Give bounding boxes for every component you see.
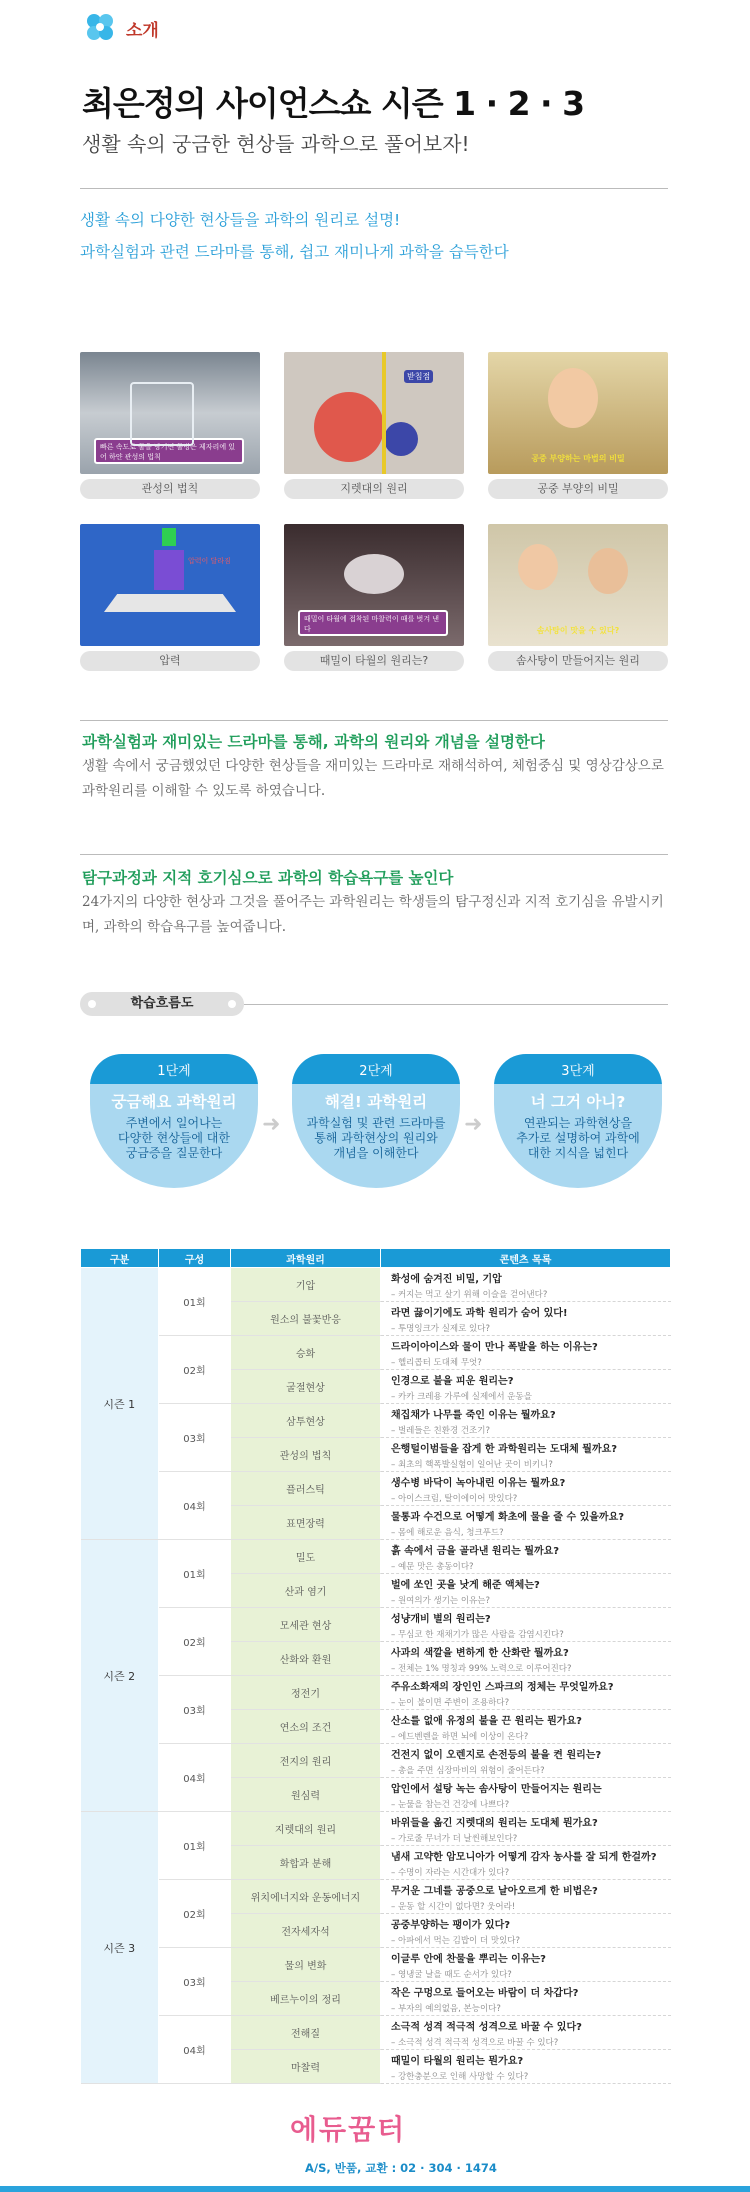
principle-cell: 삼투현상 (231, 1404, 381, 1438)
principle-cell: 마찰력 (231, 2050, 381, 2084)
page-title: 최은정의 사이언스쇼 시즌 1 · 2 · 3 (82, 84, 585, 123)
content-subtopic: – 영냉굴 날을 때도 순서가 있다? (391, 1969, 512, 1980)
content-subtopic: – 에드벤렌을 하면 뇌에 이상이 온다? (391, 1731, 529, 1742)
content-question: 라면 끓이기에도 과학 원리가 숨어 있다! (391, 1307, 568, 1319)
stage-desc-line: 개념을 이해한다 (333, 1146, 419, 1160)
principle-cell: 지렛대의 원리 (231, 1812, 381, 1846)
blue-circle (384, 422, 418, 456)
content-cell (381, 1778, 671, 1812)
content-subtopic: – 아이스크림, 탈이에이어 맛있다? (391, 1493, 518, 1504)
curriculum-table (80, 1248, 671, 2084)
content-question: 냄새 고약한 암모니아가 어떻게 감자 농사를 잘 되게 한걸까? (391, 1851, 657, 1863)
content-cell (381, 1744, 671, 1778)
thumbnail-card (80, 352, 260, 499)
stage-title: 해결! 과학원리 (324, 1093, 428, 1111)
content-subtopic: – 부자의 예의없음, 본능이다? (391, 2003, 501, 2014)
principle-cell: 전해질 (231, 2016, 381, 2050)
clover-icon (80, 8, 120, 48)
thumbnail-overlay-text: 공중 부양하는 마법의 비밀 (531, 454, 625, 463)
column-header: 구분 (81, 1249, 159, 1268)
thumbnail-card (488, 352, 668, 499)
divider (80, 854, 668, 855)
content-question: 은행털이범들을 잡게 한 과학원리는 도대체 뭘까요? (391, 1443, 618, 1455)
season-cell: 시즌 1 (81, 1268, 159, 1540)
principle-cell: 표면장력 (231, 1506, 381, 1540)
episode-cell: 04회 (159, 1744, 231, 1812)
stage-desc (90, 1116, 258, 1161)
content-subtopic: – 가로줄 무너가 더 날씬해보인다? (391, 1833, 518, 1844)
footer-logo-text: 에듀꿈터 (290, 2113, 407, 2146)
thumbnail-caption: 솜사탕이 만들어지는 원리 (488, 651, 668, 671)
content-subtopic: – 투명잉크가 실제로 있다? (391, 1323, 490, 1334)
principle-cell: 베르누이의 정리 (231, 1982, 381, 2016)
principle-cell: 승화 (231, 1336, 381, 1370)
content-cell (381, 1982, 671, 2016)
content-question: 흙 속에서 금을 골라낸 원리는 뭘까요? (391, 1545, 560, 1557)
stage-step: 1단계 (90, 1054, 258, 1086)
thumbnail-caption: 때밀이 타월의 원리는? (284, 651, 464, 671)
principle-cell: 기압 (231, 1268, 381, 1302)
stage-desc-line: 과학실험 및 관련 드라마를 (306, 1116, 446, 1130)
divider (80, 720, 668, 721)
principle-cell: 전자세자석 (231, 1914, 381, 1948)
content-cell (381, 1880, 671, 1914)
principle-cell: 물의 변화 (231, 1948, 381, 1982)
content-cell (381, 1268, 671, 1302)
principle-cell: 산화와 환원 (231, 1642, 381, 1676)
table-row (81, 1744, 671, 1778)
thumbnail-overlay-text: 받침점 (404, 370, 433, 383)
table-row (81, 1268, 671, 1302)
stage-desc-line: 주변에서 일어나는 (125, 1116, 223, 1130)
episode-cell: 01회 (159, 1268, 231, 1336)
thumbnail-card (284, 524, 464, 671)
content-cell (381, 1948, 671, 1982)
person-face (588, 548, 628, 594)
red-circle (314, 392, 384, 462)
table-row (81, 2016, 671, 2050)
section-body: 생활 속에서 궁금했었던 다양한 현상들을 재미있는 드라마로 재해석하여, 체험중심 및 영상감상으로 과학원리를 이해할 수 있도록 하였습니다. (82, 758, 664, 799)
page-subtitle: 생활 속의 궁금한 현상들 과학으로 풀어보자! (82, 132, 470, 156)
content-question: 화성에 숨겨진 비밀, 기압 (391, 1273, 502, 1285)
column-header: 구성 (159, 1249, 231, 1268)
episode-cell: 04회 (159, 1472, 231, 1540)
stage-body (494, 1084, 662, 1188)
content-question: 벌에 쏘인 곳을 낫게 해준 액체는? (391, 1579, 540, 1591)
content-subtopic: – 최초의 핵폭발실험이 일어난 곳이 비키니? (391, 1459, 553, 1470)
content-question: 이글루 안에 찬물을 뿌리는 이유는? (391, 1953, 546, 1965)
thumbnail-image (488, 524, 668, 646)
content-cell (381, 1404, 671, 1438)
content-subtopic: – 무심코 한 재채기가 많은 사람을 감염시킨다? (391, 1629, 564, 1640)
principle-cell: 원심력 (231, 1778, 381, 1812)
content-subtopic: – 총을 주면 심장마비의 위험이 줄어든다? (391, 1765, 545, 1776)
footer-bar (0, 2186, 750, 2192)
content-question: 생수병 바닥이 녹아내린 이유는 뭘까요? (391, 1477, 566, 1489)
content-subtopic: – 몸에 해로운 음식, 청크푸드? (391, 1527, 504, 1538)
content-subtopic: – 눈물을 참는건 건강에 나쁘다? (391, 1799, 510, 1810)
stage-step: 3단계 (494, 1054, 662, 1086)
footer-contact: A/S, 반품, 교환 : 02 · 304 · 1474 (305, 2161, 497, 2175)
content-question: 물통과 수건으로 어떻게 화초에 물을 줄 수 있을까요? (391, 1511, 625, 1523)
content-cell (381, 2016, 671, 2050)
table-row (81, 1880, 671, 1914)
content-subtopic: – 전체는 1% 명칭과 99% 노력으로 이루어진다? (391, 1663, 572, 1674)
episode-cell: 01회 (159, 1812, 231, 1880)
episode-cell: 04회 (159, 2016, 231, 2084)
content-question: 주유소화재의 장인인 스파크의 정체는 무엇일까요? (391, 1681, 614, 1693)
table-row (81, 1472, 671, 1506)
stage-body (292, 1084, 460, 1188)
content-cell (381, 1642, 671, 1676)
footer-logo (290, 2108, 406, 2148)
content-cell (381, 1336, 671, 1370)
principle-cell: 연소의 조건 (231, 1710, 381, 1744)
content-question: 바위들을 옮긴 지렛대의 원리는 도대체 뭔가요? (391, 1817, 598, 1829)
principle-cell: 전지의 원리 (231, 1744, 381, 1778)
lever-bar (382, 352, 386, 474)
stage-step: 2단계 (292, 1054, 460, 1086)
thumbnail-caption: 압력 (80, 651, 260, 671)
episode-cell: 03회 (159, 1948, 231, 2016)
thumbnail-overlay-text: 압력이 달라짐 (188, 557, 231, 565)
thumbnail-overlay-text: 빠른 속도로 물을 당기면 물병은 제자리에 있어 하얀 관성의 법칙 (94, 438, 244, 464)
highlight-item: 과학실험과 관련 드라마를 통해, 쉽고 재미나게 과학을 습득한다 (80, 243, 509, 261)
content-subtopic: – 헬리콥터 도대체 무엇? (391, 1357, 482, 1368)
content-question: 산소를 없애 유정의 불을 끈 원리는 뭔가요? (391, 1715, 582, 1727)
content-subtopic: – 카카 크레용 가루에 실제에서 운동을 (391, 1391, 532, 1402)
thumbnail-card (488, 524, 668, 671)
content-question: 공중부양하는 팽이가 있다? (391, 1919, 511, 1931)
stage-desc-line: 연관되는 과학현상을 (523, 1116, 633, 1130)
content-subtopic: – 벌레들은 친환경 건조기? (391, 1425, 490, 1436)
column-header: 콘텐츠 목록 (381, 1249, 671, 1268)
thumbnail-card (284, 352, 464, 499)
beaker-shape (130, 382, 194, 446)
principle-cell: 산과 염기 (231, 1574, 381, 1608)
person-face (548, 368, 598, 428)
flow-label: 학습흐름도 (130, 996, 194, 1011)
content-question: 사과의 색깔을 변하게 한 산화란 뭘까요? (391, 1647, 569, 1659)
highlight-item: 생활 속의 다양한 현상들을 과학의 원리로 설명! (80, 211, 401, 229)
table-row (81, 1812, 671, 1846)
flow-label-pill (80, 992, 244, 1016)
thumbnail-caption: 관성의 법칙 (80, 479, 260, 499)
content-subtopic: – 소극적 성격 적극적 성격으로 바꿀 수 있다? (391, 2037, 559, 2048)
content-question: 건전지 없이 오렌지로 손전등의 불을 켠 원리는? (391, 1749, 602, 1761)
content-cell (381, 1608, 671, 1642)
stage-desc (292, 1116, 460, 1161)
thumbnail-image (284, 524, 464, 646)
principle-cell: 관성의 법칙 (231, 1438, 381, 1472)
content-cell (381, 1472, 671, 1506)
thumbnail-overlay-text: 때밀이 타월에 접착된 마찰력이 때를 벗겨 낸다 (298, 610, 448, 636)
content-question: 성냥개비 별의 원리는? (391, 1613, 491, 1625)
thumbnail-caption: 공중 부양의 비밀 (488, 479, 668, 499)
stage-desc-line: 통해 과학현상의 원리와 (314, 1131, 438, 1145)
stage-desc-line: 추가로 설명하여 과학에 (516, 1131, 640, 1145)
content-question: 인경으로 불을 피운 원리는? (391, 1375, 514, 1387)
content-question: 압인에서 설탕 녹는 솜사탕이 만들어지는 원리는 (391, 1783, 602, 1795)
platform-shape (104, 594, 236, 612)
table-row (81, 1404, 671, 1438)
content-question: 소극적 성격 적극적 성격으로 바꿀 수 있다? (391, 2021, 582, 2033)
episode-cell: 02회 (159, 1880, 231, 1948)
highlight-list (80, 204, 509, 268)
content-cell (381, 1846, 671, 1880)
content-cell (381, 1914, 671, 1948)
episode-cell: 01회 (159, 1540, 231, 1608)
content-cell (381, 1370, 671, 1404)
table-row (81, 1608, 671, 1642)
table-row (81, 1336, 671, 1370)
episode-cell: 02회 (159, 1608, 231, 1676)
principle-cell: 플러스틱 (231, 1472, 381, 1506)
content-subtopic: – 수명이 자라는 시간대가 있다? (391, 1867, 510, 1878)
table-row (81, 1676, 671, 1710)
section-heading: 탐구과정과 지적 호기심으로 과학의 학습욕구를 높인다 (82, 869, 454, 887)
hands-shape (344, 554, 404, 594)
thumbnail-image (488, 352, 668, 474)
arrow-shape (162, 528, 176, 546)
content-question: 채집채가 나무를 죽인 이유는 뭘까요? (391, 1409, 556, 1421)
content-question: 드라이아이스와 물이 만나 폭발을 하는 이유는? (391, 1341, 598, 1353)
flow-stage (292, 1054, 460, 1188)
stage-title: 너 그거 아니? (530, 1093, 626, 1111)
stage-desc-line: 다양한 현상들에 대한 (118, 1131, 230, 1145)
content-cell (381, 1302, 671, 1336)
content-cell (381, 2050, 671, 2084)
block-shape (154, 550, 184, 590)
stage-desc (494, 1116, 662, 1161)
content-subtopic: – 커지는 먹고 살기 위해 이슬을 걷어낸다? (391, 1289, 548, 1300)
content-question: 작은 구멍으로 들어오는 바람이 더 차갑다? (391, 1987, 579, 1999)
thumbnail-image (80, 352, 260, 474)
content-cell (381, 1710, 671, 1744)
content-subtopic: – 예문 맛은 총동이다? (391, 1561, 474, 1572)
principle-cell: 위치에너지와 운동에너지 (231, 1880, 381, 1914)
table-row (81, 1540, 671, 1574)
content-subtopic: – 아파에서 먹는 김밥이 더 맛있다? (391, 1935, 521, 1946)
content-cell (381, 1574, 671, 1608)
content-question: 무거운 그네를 공중으로 날아오르게 한 비법은? (391, 1885, 598, 1897)
divider (80, 188, 668, 189)
column-header: 과학원리 (231, 1249, 381, 1268)
arrow-right-icon: ➜ (464, 1112, 483, 1137)
principle-cell: 모세관 현상 (231, 1608, 381, 1642)
section-header (80, 8, 159, 48)
principle-cell: 정전기 (231, 1676, 381, 1710)
stage-body (90, 1084, 258, 1188)
episode-cell: 02회 (159, 1336, 231, 1404)
episode-cell: 03회 (159, 1676, 231, 1744)
content-cell (381, 1676, 671, 1710)
content-subtopic: – 눈이 불이면 주변이 조용하다? (391, 1697, 510, 1708)
section-body: 24가지의 다양한 현상과 그것을 풀어주는 과학원리는 학생들의 탐구정신과 지적 호기심을 유발시키며, 과학의 학습욕구를 높여줍니다. (82, 894, 664, 935)
thumbnail-image (284, 352, 464, 474)
principle-cell: 화합과 분해 (231, 1846, 381, 1880)
content-cell (381, 1812, 671, 1846)
content-subtopic: – 원여의가 생기는 이유는? (391, 1595, 490, 1606)
table-header-row (81, 1249, 671, 1268)
stage-title: 궁금해요 과학원리 (111, 1093, 237, 1111)
principle-cell: 굴절현상 (231, 1370, 381, 1404)
thumbnail-card (80, 524, 260, 671)
flow-stage (494, 1054, 662, 1188)
table-row (81, 1948, 671, 1982)
content-cell (381, 1438, 671, 1472)
flow-stage (90, 1054, 258, 1188)
principle-cell: 원소의 불꽃반응 (231, 1302, 381, 1336)
thumbnail-image (80, 524, 260, 646)
divider (244, 1004, 668, 1005)
table-body (81, 1268, 671, 2084)
intro-tag: 소개 (126, 20, 159, 41)
content-cell (381, 1540, 671, 1574)
section-heading: 과학실험과 재미있는 드라마를 통해, 과학의 원리와 개념을 설명한다 (82, 733, 545, 751)
episode-cell: 03회 (159, 1404, 231, 1472)
thumbnail-overlay-text: 솜사탕이 맛을 수 있다? (536, 626, 620, 635)
person-face (518, 544, 558, 590)
thumbnail-caption: 지렛대의 원리 (284, 479, 464, 499)
season-cell: 시즌 2 (81, 1540, 159, 1812)
content-subtopic: – 운동 할 시간이 없다면? 웃어라! (391, 1901, 516, 1912)
content-subtopic: – 강한충분으로 인해 사망할 수 있다? (391, 2071, 529, 2082)
stage-desc-line: 대한 지식을 넓힌다 (527, 1146, 629, 1160)
season-cell: 시즌 3 (81, 1812, 159, 2084)
content-cell (381, 1506, 671, 1540)
principle-cell: 밀도 (231, 1540, 381, 1574)
content-question: 때밀이 타월의 원리는 뭔가요? (391, 2055, 524, 2067)
arrow-right-icon: ➜ (262, 1112, 281, 1137)
stage-desc-line: 궁금증을 질문한다 (125, 1146, 223, 1160)
